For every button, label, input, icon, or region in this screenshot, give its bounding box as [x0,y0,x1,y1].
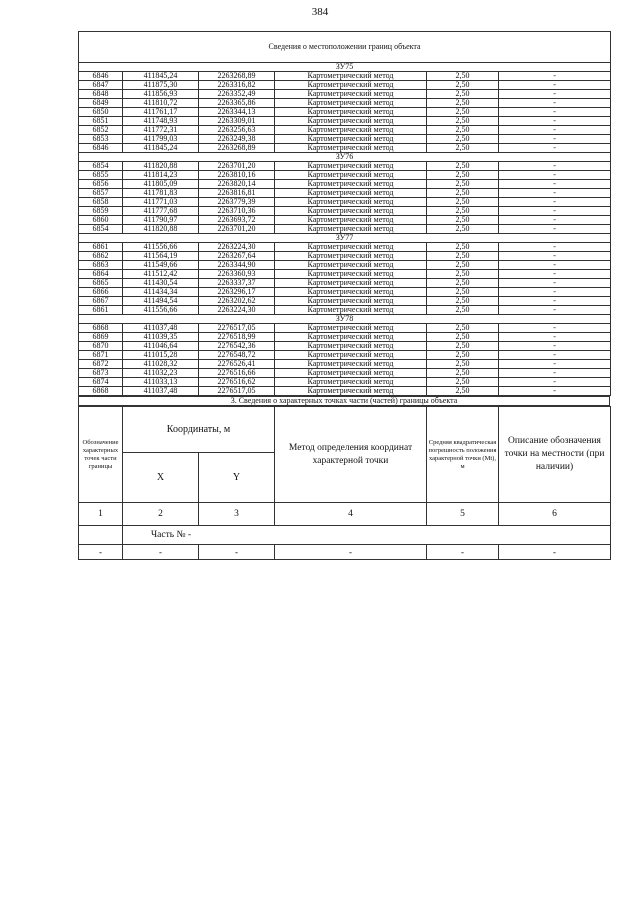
table-row [79,216,611,225]
table-cell: - [499,225,611,234]
table-cell: 6856 [79,180,123,189]
table-cell: 6868 [79,324,123,333]
table-cell: - [499,198,611,207]
col-accuracy-header: Средняя квадратическая погрешность положения характерной точки (Мt), м [427,407,499,503]
table-cell: 2,50 [427,360,499,369]
table-cell: 6851 [79,117,123,126]
table-row [79,72,611,81]
table-row [79,270,611,279]
col-point-header: Обозначение характерных точек части границы [79,407,123,503]
table-cell: 411015,28 [123,351,199,360]
table-row [79,207,611,216]
table-cell: 2263256,63 [199,126,275,135]
table-cell: 2,50 [427,108,499,117]
table-cell: - [499,90,611,99]
table-cell: 2,50 [427,288,499,297]
table-cell: 2276548,72 [199,351,275,360]
dash-cell: - [427,545,499,560]
table-cell: 411037,48 [123,387,199,396]
table-cell: 2,50 [427,207,499,216]
table-cell: 2263779,39 [199,198,275,207]
table-cell: 2263701,20 [199,225,275,234]
table-cell: - [499,333,611,342]
section-header: ЗУ75 [79,63,611,72]
table-cell: 411556,66 [123,243,199,252]
table-cell: - [499,135,611,144]
table-cell: - [499,117,611,126]
table-cell: 6850 [79,108,123,117]
table-cell: 6870 [79,342,123,351]
table-cell: 411781,83 [123,189,199,198]
table-cell: 411549,66 [123,261,199,270]
table-cell: 2,50 [427,387,499,396]
table-cell: 2,50 [427,180,499,189]
table-cell: - [499,270,611,279]
table-cell: Картометрический метод [275,342,427,351]
part3-heading: 3. Сведения о характерных точках части (частей) границы объекта [79,397,610,406]
table-cell: 6854 [79,162,123,171]
table-cell: 411875,30 [123,81,199,90]
table-cell: 6862 [79,252,123,261]
table-cell: Картометрический метод [275,333,427,342]
table-cell: 2263701,20 [199,162,275,171]
table-cell: Картометрический метод [275,72,427,81]
table-cell: 2,50 [427,378,499,387]
table-cell: 2,50 [427,369,499,378]
table-row [79,288,611,297]
table-cell: 6847 [79,81,123,90]
table-cell: 411032,23 [123,369,199,378]
table-cell: 2276517,05 [199,324,275,333]
table-cell: 2,50 [427,198,499,207]
table-cell: 6873 [79,369,123,378]
table-row [79,117,611,126]
table-cell: Картометрический метод [275,297,427,306]
table-row [79,99,611,108]
table-cell: Картометрический метод [275,378,427,387]
table-cell: 2,50 [427,270,499,279]
table-cell: - [499,297,611,306]
table-cell: Картометрический метод [275,207,427,216]
table-cell: 6861 [79,306,123,315]
table-cell: 2,50 [427,225,499,234]
table-row [79,261,611,270]
table-cell: 411748,93 [123,117,199,126]
table-row [79,225,611,234]
table-cell: 2276516,66 [199,369,275,378]
section-header: ЗУ78 [79,315,611,324]
table-row [79,252,611,261]
table-cell: Картометрический метод [275,135,427,144]
table-cell: 411771,03 [123,198,199,207]
table-cell: 2263816,81 [199,189,275,198]
part3-table [78,406,611,560]
table-cell: 2,50 [427,144,499,153]
dash-cell: - [79,545,123,560]
table-cell: Картометрический метод [275,216,427,225]
table-cell: 2263296,17 [199,288,275,297]
col-desc-header: Описание обозначения точки на местности (при наличии) [499,407,611,503]
table-row [79,378,611,387]
table-cell: Картометрический метод [275,108,427,117]
table-cell: Картометрический метод [275,279,427,288]
table-row [79,144,611,153]
table-cell: 6861 [79,243,123,252]
table-cell: 2,50 [427,135,499,144]
table-cell: 6867 [79,297,123,306]
table-row [79,126,611,135]
table-cell: 6872 [79,360,123,369]
table-cell: Картометрический метод [275,189,427,198]
table-cell: 411856,93 [123,90,199,99]
table-cell: 2263268,89 [199,72,275,81]
dash-cell: - [499,545,611,560]
table-cell: 2263360,93 [199,270,275,279]
table-cell: 2,50 [427,324,499,333]
table-cell: - [499,351,611,360]
table-cell: 2263316,82 [199,81,275,90]
table-cell: 6857 [79,189,123,198]
table-cell: 411494,54 [123,297,199,306]
boundary-title: Сведения о местоположении границ объекта [79,32,611,63]
table-cell: - [499,288,611,297]
table-cell: 2263268,89 [199,144,275,153]
table-cell: - [499,252,611,261]
col-number: 4 [275,503,427,526]
table-cell: - [499,261,611,270]
table-cell: 2,50 [427,216,499,225]
table-row [79,369,611,378]
table-cell: Картометрический метод [275,144,427,153]
part-label: Часть № - [123,526,611,545]
table-cell: - [499,189,611,198]
table-cell: - [499,99,611,108]
table-cell: 2,50 [427,261,499,270]
table-cell: 6863 [79,261,123,270]
table-cell: 6846 [79,144,123,153]
table-cell: 2263337,37 [199,279,275,288]
table-cell: 2263202,62 [199,297,275,306]
table-cell: 411820,88 [123,162,199,171]
table-cell: 6865 [79,279,123,288]
table-cell: 6858 [79,198,123,207]
table-cell: 411556,66 [123,306,199,315]
table-cell: 2,50 [427,306,499,315]
table-cell: 6860 [79,216,123,225]
table-cell: 2,50 [427,99,499,108]
col-coords-header: Координаты, м [123,407,275,453]
table-row [79,171,611,180]
dash-cell: - [199,545,275,560]
table-cell: 2276542,36 [199,342,275,351]
table-cell: - [499,243,611,252]
table-cell: 411512,42 [123,270,199,279]
table-cell: Картометрический метод [275,171,427,180]
table-cell: Картометрический метод [275,324,427,333]
table-row [79,324,611,333]
table-cell: 2,50 [427,189,499,198]
table-cell: 2276516,62 [199,378,275,387]
table-cell: 2,50 [427,90,499,99]
table-cell: 2,50 [427,117,499,126]
table-cell: 6859 [79,207,123,216]
table-cell: 2,50 [427,126,499,135]
table-cell: Картометрический метод [275,90,427,99]
table-cell: 2263344,90 [199,261,275,270]
table-cell: 2,50 [427,297,499,306]
table-cell: 411777,68 [123,207,199,216]
table-cell: 411039,35 [123,333,199,342]
table-row [79,81,611,90]
table-cell: 2263365,86 [199,99,275,108]
table-cell: Картометрический метод [275,198,427,207]
table-cell: 2263344,13 [199,108,275,117]
table-cell: 2,50 [427,351,499,360]
table-cell: 6864 [79,270,123,279]
table-cell: - [499,306,611,315]
table-cell: 2,50 [427,342,499,351]
table-cell: 2,50 [427,279,499,288]
col-method-header: Метод определения координат характерной точки [275,407,427,503]
table-row [79,333,611,342]
table-cell: 411761,17 [123,108,199,117]
table-cell: 2,50 [427,72,499,81]
table-cell: 2263267,64 [199,252,275,261]
table-cell: 411046,64 [123,342,199,351]
col-number: 2 [123,503,199,526]
table-cell: Картометрический метод [275,243,427,252]
table-cell: - [499,387,611,396]
table-cell: 411845,24 [123,72,199,81]
table-row [79,342,611,351]
table-cell: Картометрический метод [275,162,427,171]
part-blank-cell [79,526,123,545]
table-cell: - [499,369,611,378]
table-cell: 2263710,36 [199,207,275,216]
table-cell: 411820,88 [123,225,199,234]
table-row [79,387,611,396]
table-cell: - [499,144,611,153]
boundary-table [78,31,611,396]
table-row [79,306,611,315]
table-cell: 6874 [79,378,123,387]
table-cell: Картометрический метод [275,81,427,90]
table-cell: 2276526,41 [199,360,275,369]
table-cell: - [499,171,611,180]
table-cell: - [499,180,611,189]
table-cell: Картометрический метод [275,270,427,279]
table-cell: 411430,54 [123,279,199,288]
table-row [79,135,611,144]
table-cell: 411845,24 [123,144,199,153]
table-row [79,90,611,99]
table-cell: - [499,324,611,333]
table-cell: 411434,34 [123,288,199,297]
page-number: 384 [311,6,329,18]
table-cell: - [499,207,611,216]
table-cell: 2263224,30 [199,306,275,315]
table-cell: Картометрический метод [275,369,427,378]
table-row [79,198,611,207]
table-cell: 2263693,72 [199,216,275,225]
table-cell: 6869 [79,333,123,342]
table-cell: Картометрический метод [275,351,427,360]
table-cell: 411814,23 [123,171,199,180]
table-cell: Картометрический метод [275,360,427,369]
table-cell: 2263810,16 [199,171,275,180]
table-cell: Картометрический метод [275,126,427,135]
table-cell: 6853 [79,135,123,144]
table-cell: 2276517,05 [199,387,275,396]
section-header: ЗУ77 [79,234,611,243]
table-cell: 6848 [79,90,123,99]
table-cell: - [499,216,611,225]
table-cell: 6849 [79,99,123,108]
table-cell: Картометрический метод [275,180,427,189]
table-cell: 6866 [79,288,123,297]
dash-cell: - [123,545,199,560]
dash-cell: - [275,545,427,560]
table-cell: 2263820,14 [199,180,275,189]
table-row [79,162,611,171]
table-cell: 2263224,30 [199,243,275,252]
table-cell: 6868 [79,387,123,396]
table-row [79,297,611,306]
table-cell: 2,50 [427,162,499,171]
table-cell: Картометрический метод [275,225,427,234]
table-cell: 411810,72 [123,99,199,108]
table-cell: 2263309,01 [199,117,275,126]
table-row [79,189,611,198]
section-header: ЗУ76 [79,153,611,162]
part3-heading-table [78,396,610,406]
table-cell: 6871 [79,351,123,360]
table-cell: - [499,378,611,387]
table-row [79,180,611,189]
table-cell: 411805,09 [123,180,199,189]
table-cell: 2263352,49 [199,90,275,99]
table-cell: 411772,31 [123,126,199,135]
table-cell: Картометрический метод [275,261,427,270]
table-cell: 411564,19 [123,252,199,261]
table-cell: 411799,03 [123,135,199,144]
table-cell: 6854 [79,225,123,234]
table-cell: - [499,126,611,135]
table-row [79,108,611,117]
table-row [79,351,611,360]
table-cell: 6855 [79,171,123,180]
col-number: 6 [499,503,611,526]
table-cell: - [499,342,611,351]
table-cell: - [499,360,611,369]
table-cell: 411037,48 [123,324,199,333]
table-row [79,279,611,288]
table-cell: Картометрический метод [275,252,427,261]
table-cell: Картометрический метод [275,99,427,108]
col-number: 3 [199,503,275,526]
table-cell: 2,50 [427,252,499,261]
table-cell: - [499,72,611,81]
table-cell: - [499,81,611,90]
table-cell: 2263249,38 [199,135,275,144]
col-x-header: X [123,453,199,503]
table-cell: 411028,32 [123,360,199,369]
table-row [79,360,611,369]
table-cell: 2,50 [427,81,499,90]
table-cell: - [499,279,611,288]
table-cell: - [499,162,611,171]
table-cell: 6852 [79,126,123,135]
table-cell: Картометрический метод [275,117,427,126]
table-cell: 2,50 [427,333,499,342]
table-cell: Картометрический метод [275,387,427,396]
boundary-sheet [78,31,610,560]
table-cell: 411790,97 [123,216,199,225]
col-number: 1 [79,503,123,526]
table-cell: - [499,108,611,117]
table-row [79,243,611,252]
table-cell: 2276518,99 [199,333,275,342]
table-cell: 6846 [79,72,123,81]
table-cell: 411033,13 [123,378,199,387]
table-cell: 2,50 [427,171,499,180]
col-y-header: Y [199,453,275,503]
table-cell: Картометрический метод [275,288,427,297]
table-cell: 2,50 [427,243,499,252]
col-number: 5 [427,503,499,526]
table-cell: Картометрический метод [275,306,427,315]
